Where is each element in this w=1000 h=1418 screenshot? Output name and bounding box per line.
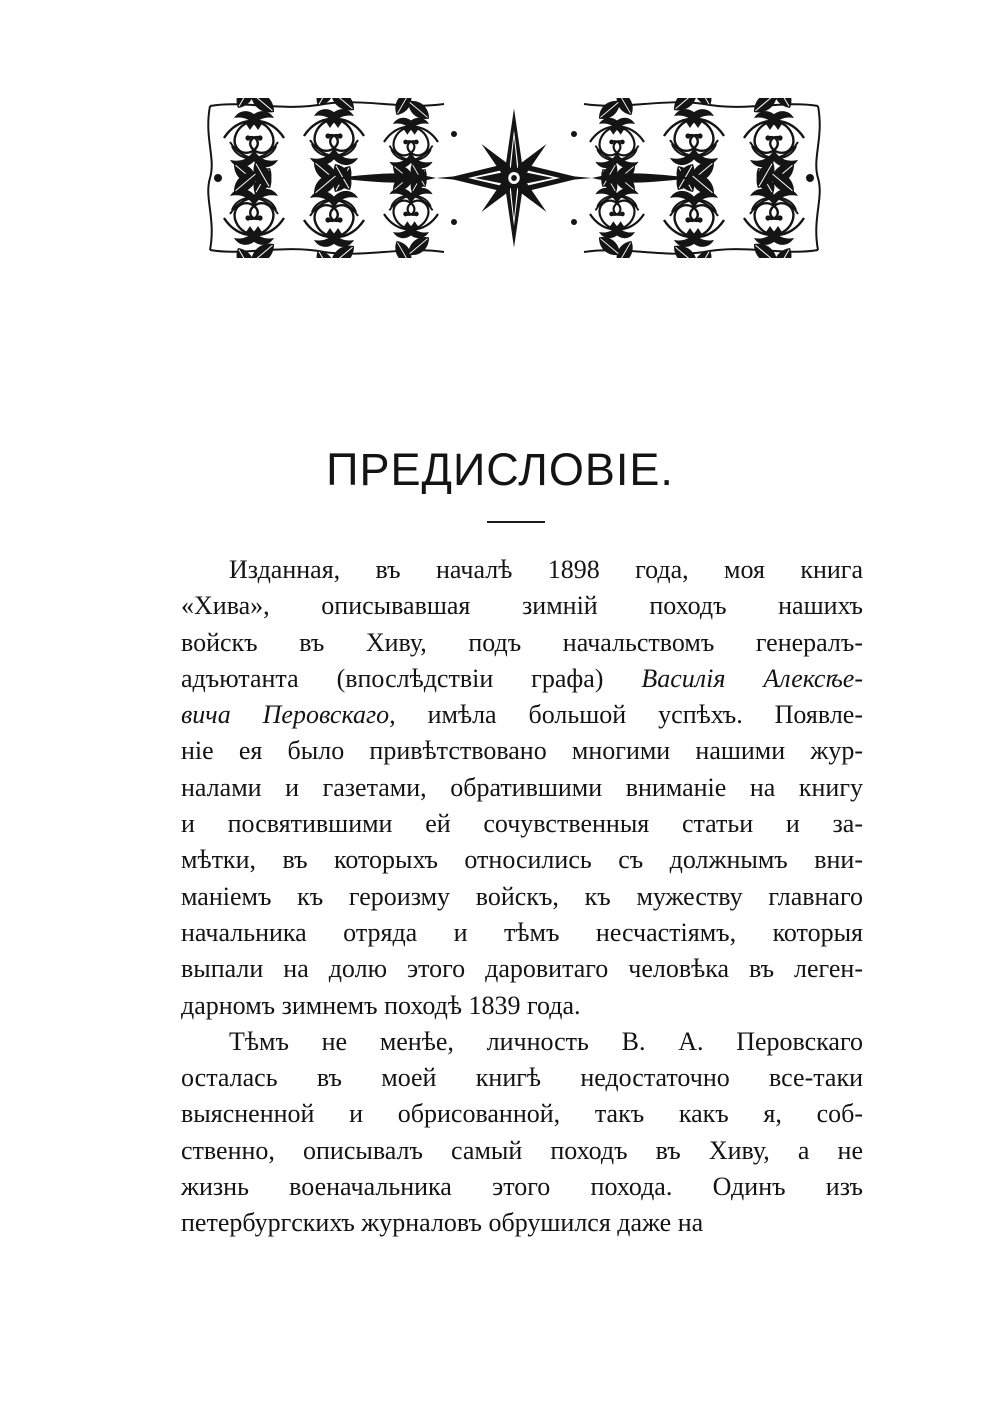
text-run: и посвятившими ей сочувственныя статьи и за-	[181, 809, 863, 839]
text-run: начальника отряда и тѣмъ несчастіямъ, которыя	[181, 917, 863, 947]
ornament-graphic	[204, 98, 824, 258]
text-run: осталась въ моей книгѣ недостаточно все-таки	[181, 1063, 863, 1093]
text-line	[181, 1133, 863, 1169]
text-line	[181, 951, 863, 987]
text-run: имѣла большой успѣхъ. Появле-	[395, 700, 863, 730]
text-run: Изданная, въ началѣ 1898 года, моя книга	[229, 555, 863, 584]
text-run: Тѣмъ не менѣе, личность В. А. Перовскаго	[229, 1026, 863, 1056]
text-run: войскъ въ Хиву, подъ начальствомъ генералъ-	[181, 627, 863, 657]
text-run: дарномъ зимнемъ походѣ 1839 года.	[181, 990, 581, 1020]
text-line	[181, 1060, 863, 1096]
text-line	[181, 879, 863, 915]
text-line	[181, 842, 863, 878]
text-line	[181, 806, 863, 842]
paragraph	[181, 552, 863, 1024]
text-run: ственно, описывалъ самый походъ въ Хиву, а не	[181, 1135, 863, 1165]
text-run: «Хива», описывавшая зимній походъ нашихъ	[181, 591, 863, 621]
paragraph	[181, 1024, 863, 1242]
page-title: ПРЕДИСЛОВІЕ.	[326, 444, 674, 495]
text-run: ніе ея было привѣтствовано многими нашими жур-	[181, 736, 863, 766]
italic-name: вича Перовскаго,	[181, 700, 396, 730]
italic-name: Василія Алексѣе-	[641, 663, 863, 693]
text-line	[181, 1024, 863, 1060]
text-run: выпали на долю этого даровитаго человѣка въ леген-	[181, 954, 863, 984]
title-rule	[487, 521, 545, 523]
text-run: маніемъ къ героизму войскъ, къ мужеству главнаго	[181, 881, 863, 911]
text-line	[181, 552, 863, 588]
text-run: петербургскихъ журналовъ обрушился даже на	[181, 1208, 704, 1238]
body-text	[181, 552, 863, 1242]
text-line	[181, 1096, 863, 1132]
text-run: мѣтки, въ которыхъ относились съ должнымъ вни-	[181, 845, 863, 875]
text-line	[181, 1169, 863, 1205]
text-line	[181, 915, 863, 951]
text-line	[181, 588, 863, 624]
text-line	[181, 661, 863, 697]
text-line	[181, 770, 863, 806]
text-line	[181, 988, 863, 1024]
text-line	[181, 625, 863, 661]
text-run: выясненной и обрисованной, такъ какъ я, соб-	[181, 1099, 863, 1129]
text-line	[181, 1205, 863, 1241]
headpiece-ornament	[204, 98, 824, 258]
text-run: жизнь военачальника этого похода. Одинъ изъ	[181, 1172, 863, 1202]
text-line	[181, 733, 863, 769]
text-run: адъютанта (впослѣдствіи графа)	[181, 663, 642, 693]
text-line	[181, 697, 863, 733]
text-run: налами и газетами, обратившими вниманіе на книгу	[181, 772, 863, 802]
